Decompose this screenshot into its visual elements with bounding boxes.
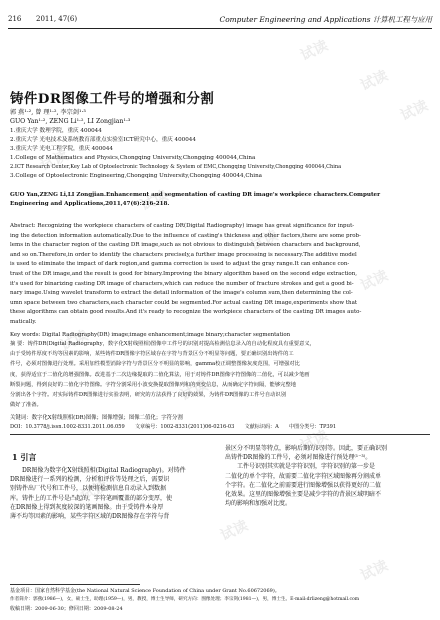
abstract-cn-line: 分割出各个字符。对实际铸件DR图像进行实验表明，研究的方法获得了良好的效果，为铸件DR图像的工件号自动识别 xyxy=(10,392,287,398)
abstract-cn-line: 由于受铸件厚度不均等因素的影响，某些铸件DR图像字符区域存在字符与背景区分不明显等问题，要正确识别出铸件的工 xyxy=(10,351,294,358)
affiliation-en-3: 3.College of Optoelectronic Engineering,Chongqing University,Chongqing 400044,China xyxy=(10,173,263,179)
affiliation-cn-3: 3.重庆大学 光电工程学院，重庆 400044 xyxy=(10,146,113,152)
abstract-en-line: umn space between two characters,each character could be segmented.For actual casting DR image,experiments show that xyxy=(10,299,358,306)
footnote-authors: 作者简介：郭燕(1986—)，女，硕士生，助理(1959—)，男，教授，博士生导师，研究方向：图像处理；李宗剑(1981—)，男，博士生。E-mail:drlizeng@hotmail.com xyxy=(10,597,360,602)
abstract-cn-line: 断裂问题，得到良好的二值化字符图像。字符分割采用小波变换提取图像列和的突变信息，从而确定字符间隔，能够完整地 xyxy=(10,381,297,388)
authors-cn: 郭 燕¹·², 曾 理¹·², 李宗剑¹·³ xyxy=(10,109,86,116)
footnote-dates: 收稿日期：2009-06-30；修回日期：2009-08-24 xyxy=(10,606,123,612)
body-text-line: 二值化的单个字符，故需要二值化字符区域图像再分割成单 xyxy=(225,472,382,480)
citation-line-1: GUO Yan,ZENG Li,LI Zongjian.Enhancement and segmentation of casting DR image's workpiece characters.Computer xyxy=(10,192,381,198)
body-text-line: 景区分不明显等特点，影响后期的识别等。因此，要正确识别 xyxy=(225,445,388,452)
body-text-line: 别铸件出厂代号和工件号，以便将检测信息自动录入到数据 xyxy=(10,485,167,493)
abstract-en-line: and so on.Therefore,in order to identify the characters precisely,a further image processing is necessary.The additive model xyxy=(10,251,357,258)
body-text-line: 出铸件DR图像的工件号，必须对图像进行预处理⁽¹⁻³⁾。 xyxy=(225,454,372,462)
citation-line-2: Engineering and Applications,2011,47(6):216-218. xyxy=(10,201,170,207)
body-text-line: 工件号识别其实就是字符识别，字符识别的第一步是 xyxy=(237,463,376,471)
footnote-rule xyxy=(10,584,140,585)
affiliation-cn-1: 1.重庆大学 数理学院，重庆 400044 xyxy=(10,128,102,134)
authors-en: GUO Yan¹·², ZENG Li¹·², LI Zongjian¹·³ xyxy=(10,118,131,125)
abstract-en-line: is used to eliminate the impact of dark region,and gamma correction is used to adjust the gray range.It can enhance con- xyxy=(10,261,350,268)
keywords-cn: 关键词：数字化X射线照相(DR)图像；图像增强；图像二值化；字符分割 xyxy=(10,415,183,421)
abstract-en-line: matically. xyxy=(10,319,37,325)
affiliation-cn-2: 2.重庆大学 光电技术及系统教育部重点实验室ICT研究中心，重庆 400044 xyxy=(10,137,196,143)
section-rule xyxy=(10,434,430,435)
abstract-en-line: these algorithms can obtain good results.And it's ready to recognize the workpiece characters of the casting DR images auto- xyxy=(10,309,362,316)
body-text-line: 个字符。在二值化之前需要进行图像增强以获得更好的二值 xyxy=(225,481,382,489)
abstract-cn-line: 做好了准备。 xyxy=(10,402,42,409)
abstract-cn-line: 度，获得适宜于二值化的增强图像。改进基于二次边缘提取的二值化算法，用于对铸件DR图像字符图像的二值化，可以减少笔画 xyxy=(10,371,310,378)
body-text-line: DR图像进行一系列的检测，分析和评价等处理之后，需要识 xyxy=(10,476,170,484)
issue-info: 2011, 47(6) xyxy=(36,15,78,23)
body-text-line: 均的影响和加强对比度。 xyxy=(225,500,292,508)
affiliation-en-1: 1.College of Mathematics and Physics,Chongqing University,Chongqing 400044,China xyxy=(10,155,256,161)
abstract-cn-line: 件号，必须对图像进行处理。采用加性模型消除字符与背景区分不明显的影响，gamma校正调整图像灰度范围，可增强对比 xyxy=(10,361,300,368)
affiliation-en-2: 2.ICT Research Center,Key Lab of Optoelectronic Technology & System of EMC,Chongqing University,Chongqing 400044,China xyxy=(10,164,342,170)
abstract-en-line: nary image.Using wavelet transform to extract the detail information of the image's column sum,then determining the col- xyxy=(10,290,353,297)
page-header xyxy=(8,13,432,27)
body-text-line: DR图像为数字化X射线照相(Digital Radiography)。对铸件 xyxy=(22,467,186,474)
abstract-en-line: ing the detection information automatically.Due to the influence of casting's thickness and other factors,there are some prob- xyxy=(10,232,361,239)
header-rule xyxy=(8,28,432,29)
section-heading: 1 引言 xyxy=(12,452,37,462)
body-text-line: 化效果。这里的图像增强主要是减少字符的背景区域明暗不 xyxy=(225,491,382,499)
journal-name: Computer Engineering and Applications 计算机工程与应用 xyxy=(219,15,432,24)
keywords-en: Key words: Digital Radiography(DR) image;image enhancement;image binary;character segmentation xyxy=(10,332,291,338)
abstract-en-line: lems in the character region of the casting DR image,such as not obvious to distinguish between characters and background, xyxy=(10,242,361,249)
article-meta: DOI：10.3778/j.issn.1002-8331.2011.06.059 文章编号：1002-8331(2011)06-0216-03 文献标识码：A 中图分类号：TP391 xyxy=(10,424,337,430)
watermark-pattern: 试读 试读 试读 试读 试读 试读 试读 试读 试读 试读 试读 试读 试读 xyxy=(38,37,431,585)
abstract-en-line: trast of the DR image,and the result is good for binary.Improving the binary algorithm based on the second edge extraction, xyxy=(10,271,358,277)
body-text-line: 薄不均等因素的影响，某些字符区域的DR图像存在字符与背 xyxy=(10,513,170,521)
paper-title: 铸件DR图像工件号的增强和分割 xyxy=(10,91,215,107)
body-column-left xyxy=(10,466,215,521)
abstract-en-line: it's used for binarizing casting DR image of characters,which can reduce the number of fracture strokes and get a good bi- xyxy=(10,280,354,287)
body-text-line: 在DR图像上得到灰度较深的笔画图像。由于受铸件本身厚 xyxy=(10,503,164,511)
abstract-cn-line: 摘 要：铸件DR(Digital Radiography，数字化X射线照相)图像中工件号的识别对提高检测信息录入的自动化程度具有重要意义， xyxy=(10,341,315,347)
abstract-en-line: Abstract: Recognizing the workpiece characters of casting DR(Digital Radiography) image has great significance for input- xyxy=(10,223,355,229)
body-text-line: 库。铸件上的工件号是凸起的，字符笔画覆盖的部分变厚，使 xyxy=(10,494,173,502)
footnote-funding: 基金项目：国家自然科学基金(the National Natural Science Foundation of China under Grant No.60672069)。 xyxy=(10,588,280,594)
body-column-right xyxy=(225,444,430,508)
page-number: 216 xyxy=(8,15,22,23)
